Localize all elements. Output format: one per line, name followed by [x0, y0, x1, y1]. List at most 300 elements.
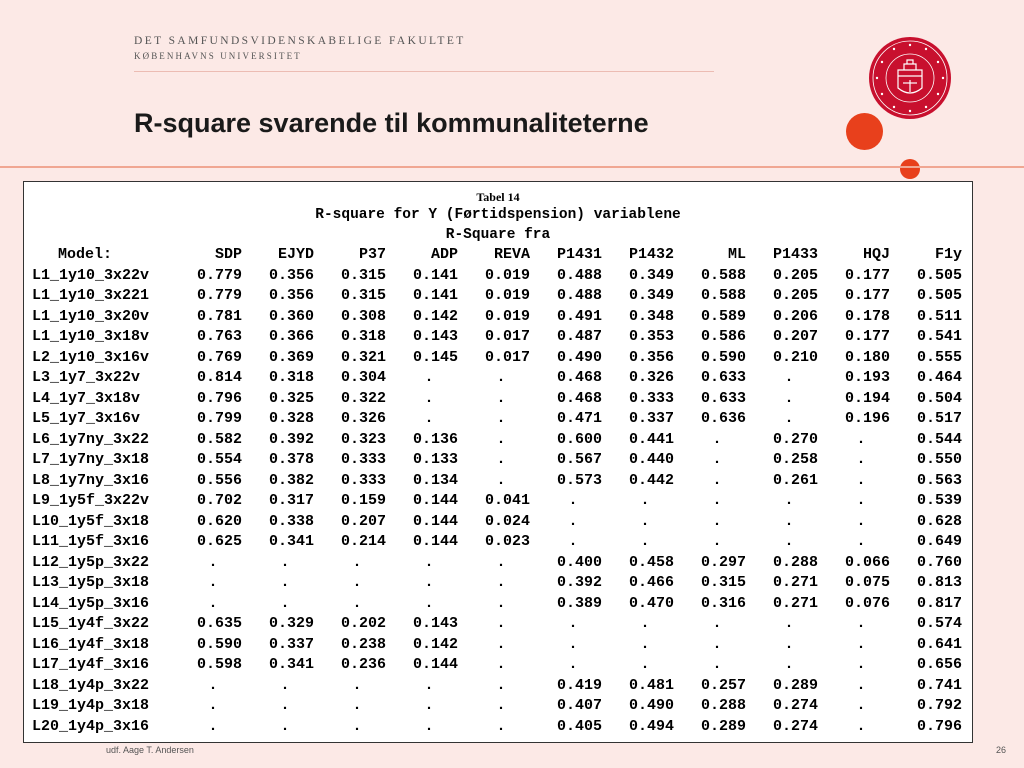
table-cell: 0.326 [628, 369, 674, 386]
table-row [28, 594, 968, 615]
table-cell: 0.288 [772, 553, 818, 571]
table-cell: 0.076 [844, 594, 890, 612]
table-cell: . [280, 676, 290, 694]
table-cell: 0.141 [412, 266, 458, 284]
table-cell: 0.813 [916, 574, 962, 591]
table-row [28, 512, 968, 533]
table-cell: . [784, 635, 794, 653]
table-cell: 0.504 [916, 389, 962, 407]
table-cell: 0.202 [340, 615, 386, 632]
table-cell: 0.238 [340, 635, 386, 653]
table-cell: . [712, 451, 722, 468]
table-row [28, 430, 968, 451]
table-cell: 0.468 [556, 389, 602, 407]
table-cell: 0.490 [556, 348, 602, 366]
table-cell: 0.333 [340, 451, 386, 468]
model-name: L1_1y10_3x221 [32, 287, 150, 304]
table-cell: 0.550 [916, 451, 962, 468]
table-cell: 0.488 [556, 287, 602, 304]
table-cell: 0.315 [700, 574, 746, 591]
table-cell: . [856, 676, 866, 694]
table-cell: 0.641 [916, 635, 962, 653]
table-cell: 0.196 [844, 410, 890, 427]
table-cell: 0.392 [556, 574, 602, 591]
table-cell: . [424, 594, 434, 612]
table-cell: . [496, 676, 506, 694]
table-cell: 0.656 [916, 656, 962, 673]
table-cell: 0.133 [412, 451, 458, 468]
table-cell: . [424, 676, 434, 694]
table-cell: 0.304 [340, 369, 386, 386]
table-cell: . [712, 533, 722, 550]
table-cell: 0.205 [772, 266, 818, 284]
column-header: P37 [358, 246, 386, 263]
table-cell: . [856, 471, 866, 489]
table-cell: 0.177 [844, 328, 890, 345]
table-cell: 0.349 [628, 287, 674, 304]
table-cell: 0.590 [700, 348, 746, 366]
table-cell: . [568, 656, 578, 673]
university-seal-icon [868, 36, 952, 120]
table-cell: . [208, 717, 218, 735]
column-header: HQJ [862, 246, 890, 263]
table-cell: 0.316 [700, 594, 746, 612]
table-cell: 0.366 [268, 328, 314, 345]
table-row [28, 614, 968, 635]
table-cell: 0.178 [844, 307, 890, 325]
model-name: L6_1y7ny_3x22 [32, 430, 150, 448]
model-name: L13_1y5p_3x18 [32, 574, 150, 591]
table-cell: 0.490 [628, 697, 674, 714]
table-cell: 0.136 [412, 430, 458, 448]
table-cell: 0.349 [628, 266, 674, 284]
table-cell: 0.017 [484, 348, 530, 366]
table-cell: 0.589 [700, 307, 746, 325]
table-cell: 0.636 [700, 410, 746, 427]
table-row [28, 676, 968, 697]
table-row [28, 532, 968, 553]
table-cell: 0.289 [772, 676, 818, 694]
table-cell: . [712, 430, 722, 448]
table-cell: . [352, 553, 362, 571]
table-cell: . [568, 533, 578, 550]
header-divider [134, 71, 714, 72]
table-row [28, 266, 968, 287]
table-cell: 0.799 [196, 410, 242, 427]
table-cell: 0.258 [772, 451, 818, 468]
table-cell: . [784, 492, 794, 509]
table-row [28, 655, 968, 676]
table-cell: 0.741 [916, 676, 962, 694]
table-cell: 0.481 [628, 676, 674, 694]
table-cell: 0.041 [484, 492, 530, 509]
table-cell: . [712, 635, 722, 653]
table-cell: . [712, 471, 722, 489]
table-cell: . [496, 430, 506, 448]
table-cell: . [568, 615, 578, 632]
table-cell: 0.586 [700, 328, 746, 345]
table-cell: . [352, 697, 362, 714]
table-row [28, 573, 968, 594]
table-cell: . [424, 389, 434, 407]
table-cell: 0.598 [196, 656, 242, 673]
table-cell: 0.205 [772, 287, 818, 304]
table-cell: 0.066 [844, 553, 890, 571]
model-name: L17_1y4f_3x16 [32, 656, 150, 673]
table-cell: 0.582 [196, 430, 242, 448]
table-cell: . [784, 410, 794, 427]
table-cell: 0.491 [556, 307, 602, 325]
table-row [28, 491, 968, 512]
table-cell: . [856, 492, 866, 509]
table-cell: 0.356 [268, 287, 314, 304]
table-cell: 0.019 [484, 266, 530, 284]
table-cell: 0.633 [700, 369, 746, 386]
model-name: L1_1y10_3x18v [32, 328, 150, 345]
table-row [28, 368, 968, 389]
model-name: L1_1y10_3x20v [32, 307, 150, 325]
table-cell: 0.405 [556, 717, 602, 735]
table-cell: 0.505 [916, 266, 962, 284]
table-cell: 0.573 [556, 471, 602, 489]
table-cell: 0.024 [484, 512, 530, 530]
table-cell: 0.511 [916, 307, 962, 325]
table-cell: 0.325 [268, 389, 314, 407]
table-cell: . [640, 635, 650, 653]
table-cell: . [712, 656, 722, 673]
table-cell: . [280, 594, 290, 612]
table-cell: 0.588 [700, 266, 746, 284]
table-cell: 0.338 [268, 512, 314, 530]
table-cell: 0.177 [844, 266, 890, 284]
table-cell: 0.574 [916, 615, 962, 632]
table-cell: . [496, 410, 506, 427]
table-cell: 0.458 [628, 553, 674, 571]
model-name: L19_1y4p_3x18 [32, 697, 150, 714]
table-cell: . [784, 512, 794, 530]
table-cell: 0.494 [628, 717, 674, 735]
model-name: L9_1y5f_3x22v [32, 492, 150, 509]
table-cell: 0.144 [412, 512, 458, 530]
table-cell: 0.318 [268, 369, 314, 386]
table-cell: 0.353 [628, 328, 674, 345]
table-cell: 0.419 [556, 676, 602, 694]
table-cell: 0.261 [772, 471, 818, 489]
table-cell: . [496, 615, 506, 632]
table-cell: . [784, 369, 794, 386]
decorative-dot-small [900, 159, 920, 179]
table-cell: . [208, 594, 218, 612]
table-cell: 0.378 [268, 451, 314, 468]
table-cell: 0.348 [628, 307, 674, 325]
table-cell: 0.019 [484, 307, 530, 325]
table-cell: . [496, 635, 506, 653]
table-label: Tabel 14 [476, 190, 520, 204]
table-cell: 0.633 [700, 389, 746, 407]
table-cell: 0.356 [268, 266, 314, 284]
table-cell: 0.289 [700, 717, 746, 735]
table-cell: . [424, 410, 434, 427]
table-cell: 0.270 [772, 430, 818, 448]
table-cell: 0.814 [196, 369, 242, 386]
table-cell: 0.600 [556, 430, 602, 448]
table-cell: 0.505 [916, 287, 962, 304]
table-cell: . [856, 615, 866, 632]
column-header: ML [727, 246, 746, 263]
table-cell: 0.271 [772, 594, 818, 612]
table-cell: 0.441 [628, 430, 674, 448]
table-row [28, 717, 968, 738]
table-row [28, 450, 968, 471]
table-cell: . [280, 574, 290, 591]
table-cell: 0.144 [412, 656, 458, 673]
table-cell: 0.407 [556, 697, 602, 714]
table-cell: 0.389 [556, 594, 602, 612]
table-cell: 0.274 [772, 697, 818, 714]
table-cell: . [280, 553, 290, 571]
table-cell: . [784, 656, 794, 673]
table-cell: 0.206 [772, 307, 818, 325]
page-number: 26 [996, 745, 1007, 755]
model-name: L7_1y7ny_3x18 [32, 451, 150, 468]
table-cell: 0.323 [340, 430, 386, 448]
table-row [28, 348, 968, 369]
table-cell: 0.023 [484, 533, 530, 550]
table-cell: . [856, 451, 866, 468]
column-header: F1y [934, 246, 962, 263]
table-cell: . [496, 697, 506, 714]
table-cell: 0.392 [268, 430, 314, 448]
table-cell: . [856, 635, 866, 653]
model-name: L2_1y10_3x16v [32, 348, 150, 366]
table-cell: 0.210 [772, 348, 818, 366]
table-cell: . [856, 512, 866, 530]
table-cell: 0.702 [196, 492, 242, 509]
table-cell: 0.159 [340, 492, 386, 509]
table-row [28, 286, 968, 307]
slide-title: R-square svarende til kommunaliteterne [134, 108, 649, 138]
table-cell: 0.517 [916, 410, 962, 427]
table-cell: . [640, 656, 650, 673]
table-cell: 0.635 [196, 615, 242, 632]
table-cell: . [352, 676, 362, 694]
column-header: P1431 [556, 246, 602, 263]
table-cell: . [280, 717, 290, 735]
table-cell: 0.555 [916, 348, 962, 366]
table-cell: 0.796 [196, 389, 242, 407]
table-row [28, 389, 968, 410]
table-cell: 0.144 [412, 533, 458, 550]
table-cell: 0.194 [844, 389, 890, 407]
model-name: L18_1y4p_3x22 [32, 676, 150, 694]
table-cell: . [784, 389, 794, 407]
table-cell: 0.769 [196, 348, 242, 366]
table-cell: 0.315 [340, 266, 386, 284]
table-cell: . [496, 389, 506, 407]
table-cell: 0.792 [916, 697, 962, 714]
table-cell: 0.620 [196, 512, 242, 530]
table-cell: 0.318 [340, 328, 386, 345]
table-row [28, 696, 968, 717]
table-cell: . [568, 512, 578, 530]
accent-divider [0, 166, 1024, 168]
table-cell: 0.341 [268, 533, 314, 550]
table-cell: 0.796 [916, 717, 962, 735]
table-cell: 0.471 [556, 410, 602, 427]
table-cell: 0.470 [628, 594, 674, 612]
table-cell: 0.400 [556, 553, 602, 571]
table-cell: 0.588 [700, 287, 746, 304]
table-cell: . [424, 717, 434, 735]
table-cell: . [784, 533, 794, 550]
table-cell: 0.143 [412, 328, 458, 345]
table-cell: . [496, 553, 506, 571]
table-cell: 0.779 [196, 287, 242, 304]
table-cell: . [424, 553, 434, 571]
table-cell: . [712, 512, 722, 530]
table-cell: 0.180 [844, 348, 890, 366]
table-cell: . [712, 615, 722, 632]
table-header-row [28, 245, 968, 266]
table-cell: . [856, 697, 866, 714]
table-cell: 0.382 [268, 471, 314, 489]
column-header: P1433 [772, 246, 818, 263]
table-cell: 0.369 [268, 348, 314, 366]
table-cell: . [712, 492, 722, 509]
table-cell: 0.760 [916, 553, 962, 571]
table-cell: . [424, 697, 434, 714]
table-cell: 0.177 [844, 287, 890, 304]
table-cell: 0.541 [916, 328, 962, 345]
table-cell: . [856, 430, 866, 448]
table-cell: 0.017 [484, 328, 530, 345]
table-cell: . [352, 717, 362, 735]
model-name: L3_1y7_3x22v [32, 369, 141, 386]
table-cell: 0.297 [700, 553, 746, 571]
table-cell: . [352, 574, 362, 591]
table-cell: 0.442 [628, 471, 674, 489]
table-cell: 0.590 [196, 635, 242, 653]
table-cell: . [496, 574, 506, 591]
model-name: L12_1y5p_3x22 [32, 553, 150, 571]
model-name: L20_1y4p_3x16 [32, 717, 150, 735]
table-cell: 0.487 [556, 328, 602, 345]
table-cell: . [496, 594, 506, 612]
table-cell: . [568, 492, 578, 509]
model-name: L1_1y10_3x22v [32, 266, 150, 284]
table-cell: 0.779 [196, 266, 242, 284]
table-caption: R-square for Y (Førtidspension) variablene [315, 207, 681, 223]
table-cell: . [496, 717, 506, 735]
table-cell: 0.544 [916, 430, 962, 448]
table-cell: . [352, 594, 362, 612]
table-cell: 0.337 [628, 410, 674, 427]
table-cell: . [640, 492, 650, 509]
model-name: L10_1y5f_3x18 [32, 512, 150, 530]
table-cell: 0.539 [916, 492, 962, 509]
table-cell: . [208, 553, 218, 571]
table-cell: 0.321 [340, 348, 386, 366]
table-cell: . [496, 471, 506, 489]
table-cell: . [496, 656, 506, 673]
table-cell: 0.144 [412, 492, 458, 509]
table-cell: 0.142 [412, 635, 458, 653]
table-cell: 0.315 [340, 287, 386, 304]
column-header: ADP [430, 246, 458, 263]
table-cell: 0.143 [412, 615, 458, 632]
column-header-model: Model: [58, 246, 113, 263]
table-row [28, 471, 968, 492]
table-cell: 0.075 [844, 574, 890, 591]
table-cell: 0.563 [916, 471, 962, 489]
table-cell: 0.464 [916, 369, 962, 386]
table-cell: 0.763 [196, 328, 242, 345]
table-row [28, 553, 968, 574]
table-cell: 0.333 [628, 389, 674, 407]
table-cell: 0.207 [772, 328, 818, 345]
table-cell: . [568, 635, 578, 653]
table-row [28, 409, 968, 430]
table-cell: . [280, 697, 290, 714]
table-cell: . [208, 697, 218, 714]
table-cell: 0.329 [268, 615, 314, 632]
table-cell: 0.567 [556, 451, 602, 468]
model-name: L15_1y4f_3x22 [32, 615, 150, 632]
table-cell: 0.317 [268, 492, 314, 509]
table-cell: 0.333 [340, 471, 386, 489]
table-cell: 0.145 [412, 348, 458, 366]
table-cell: 0.134 [412, 471, 458, 489]
table-cell: 0.440 [628, 451, 674, 468]
table-cell: . [496, 369, 506, 386]
table-cell: . [208, 676, 218, 694]
table-cell: . [424, 369, 434, 386]
table-cell: 0.214 [340, 533, 386, 550]
table-cell: 0.554 [196, 451, 242, 468]
table-cell: 0.326 [340, 410, 386, 427]
table-cell: 0.207 [340, 512, 386, 530]
column-header: P1432 [628, 246, 674, 263]
table-cell: 0.328 [268, 410, 314, 427]
university-name: KØBENHAVNS UNIVERSITET [134, 51, 302, 61]
table-cell: . [784, 615, 794, 632]
table-cell: . [424, 574, 434, 591]
table-row [28, 307, 968, 328]
table-cell: . [496, 451, 506, 468]
table-cell: . [640, 512, 650, 530]
table-cell: 0.649 [916, 533, 962, 550]
model-name: L8_1y7ny_3x16 [32, 471, 150, 489]
table-cell: 0.781 [196, 307, 242, 325]
table-cell: 0.360 [268, 307, 314, 325]
model-name: L11_1y5f_3x16 [32, 533, 150, 550]
table-cell: . [208, 574, 218, 591]
table-cell: 0.322 [340, 389, 386, 407]
decorative-dot-large [846, 113, 883, 150]
results-table [23, 181, 973, 743]
table-cell: 0.019 [484, 287, 530, 304]
table-cell: 0.236 [340, 656, 386, 673]
table-subcaption: R-Square fra [445, 227, 551, 243]
column-header: EJYD [277, 246, 314, 263]
table-cell: 0.488 [556, 266, 602, 284]
table-cell: 0.341 [268, 656, 314, 673]
table-cell: 0.271 [772, 574, 818, 591]
table-cell: . [856, 717, 866, 735]
model-name: L4_1y7_3x18v [32, 389, 141, 407]
table-row [28, 635, 968, 656]
table-cell: 0.556 [196, 471, 242, 489]
